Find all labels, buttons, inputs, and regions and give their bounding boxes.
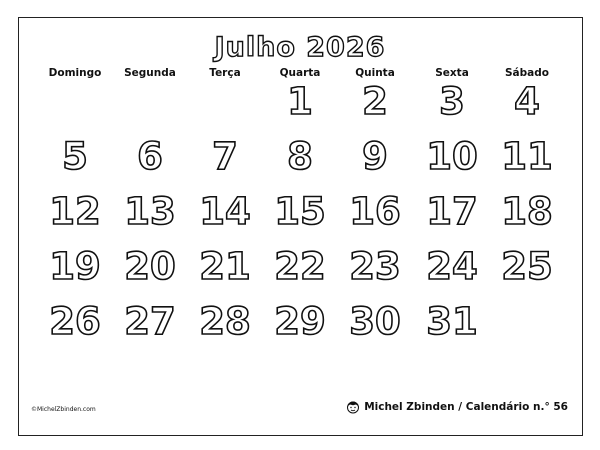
day-cell: 14 — [199, 190, 251, 233]
day-cell: 12 — [49, 190, 101, 233]
day-cell: 16 — [349, 190, 401, 233]
day-cell: 24 — [426, 245, 478, 288]
weekday-thursday: Quinta — [355, 67, 395, 79]
website-credit: ©MichelZbinden.com — [31, 406, 96, 413]
day-cell: 4 — [514, 80, 540, 123]
day-cell: 20 — [124, 245, 176, 288]
author-credit — [346, 400, 568, 414]
day-cell: 25 — [501, 245, 553, 288]
weekday-wednesday: Quarta — [279, 67, 321, 79]
day-cell: 8 — [287, 135, 313, 178]
day-cell: 22 — [274, 245, 326, 288]
weekday-saturday: Sábado — [505, 67, 549, 79]
calendar-title: Julho 2026 — [214, 32, 386, 63]
day-cell: 26 — [49, 300, 101, 343]
day-cell: 31 — [426, 300, 478, 343]
weekday-sunday: Domingo — [48, 67, 102, 79]
day-cell: 18 — [501, 190, 553, 233]
day-cell: 28 — [199, 300, 251, 343]
day-cell: 7 — [212, 135, 238, 178]
day-cell: 29 — [274, 300, 326, 343]
day-cell: 10 — [426, 135, 478, 178]
day-cell: 23 — [349, 245, 401, 288]
day-cell: 27 — [124, 300, 176, 343]
day-cell: 13 — [124, 190, 176, 233]
day-cell: 9 — [362, 135, 388, 178]
face-icon — [346, 400, 360, 414]
day-cell: 6 — [137, 135, 163, 178]
day-cell: 17 — [426, 190, 478, 233]
weekday-monday: Segunda — [124, 67, 176, 79]
weekday-friday: Sexta — [435, 67, 469, 79]
weekday-tuesday: Terça — [209, 67, 241, 79]
author-credit-text: Michel Zbinden / Calendário n.° 56 — [364, 401, 568, 413]
day-cell: 19 — [49, 245, 101, 288]
day-cell: 21 — [199, 245, 251, 288]
day-cell: 3 — [439, 80, 465, 123]
day-cell: 5 — [62, 135, 88, 178]
day-cell: 1 — [287, 80, 313, 123]
day-cell: 11 — [501, 135, 553, 178]
day-cell: 2 — [362, 80, 388, 123]
day-cell: 15 — [274, 190, 326, 233]
day-cell: 30 — [349, 300, 401, 343]
